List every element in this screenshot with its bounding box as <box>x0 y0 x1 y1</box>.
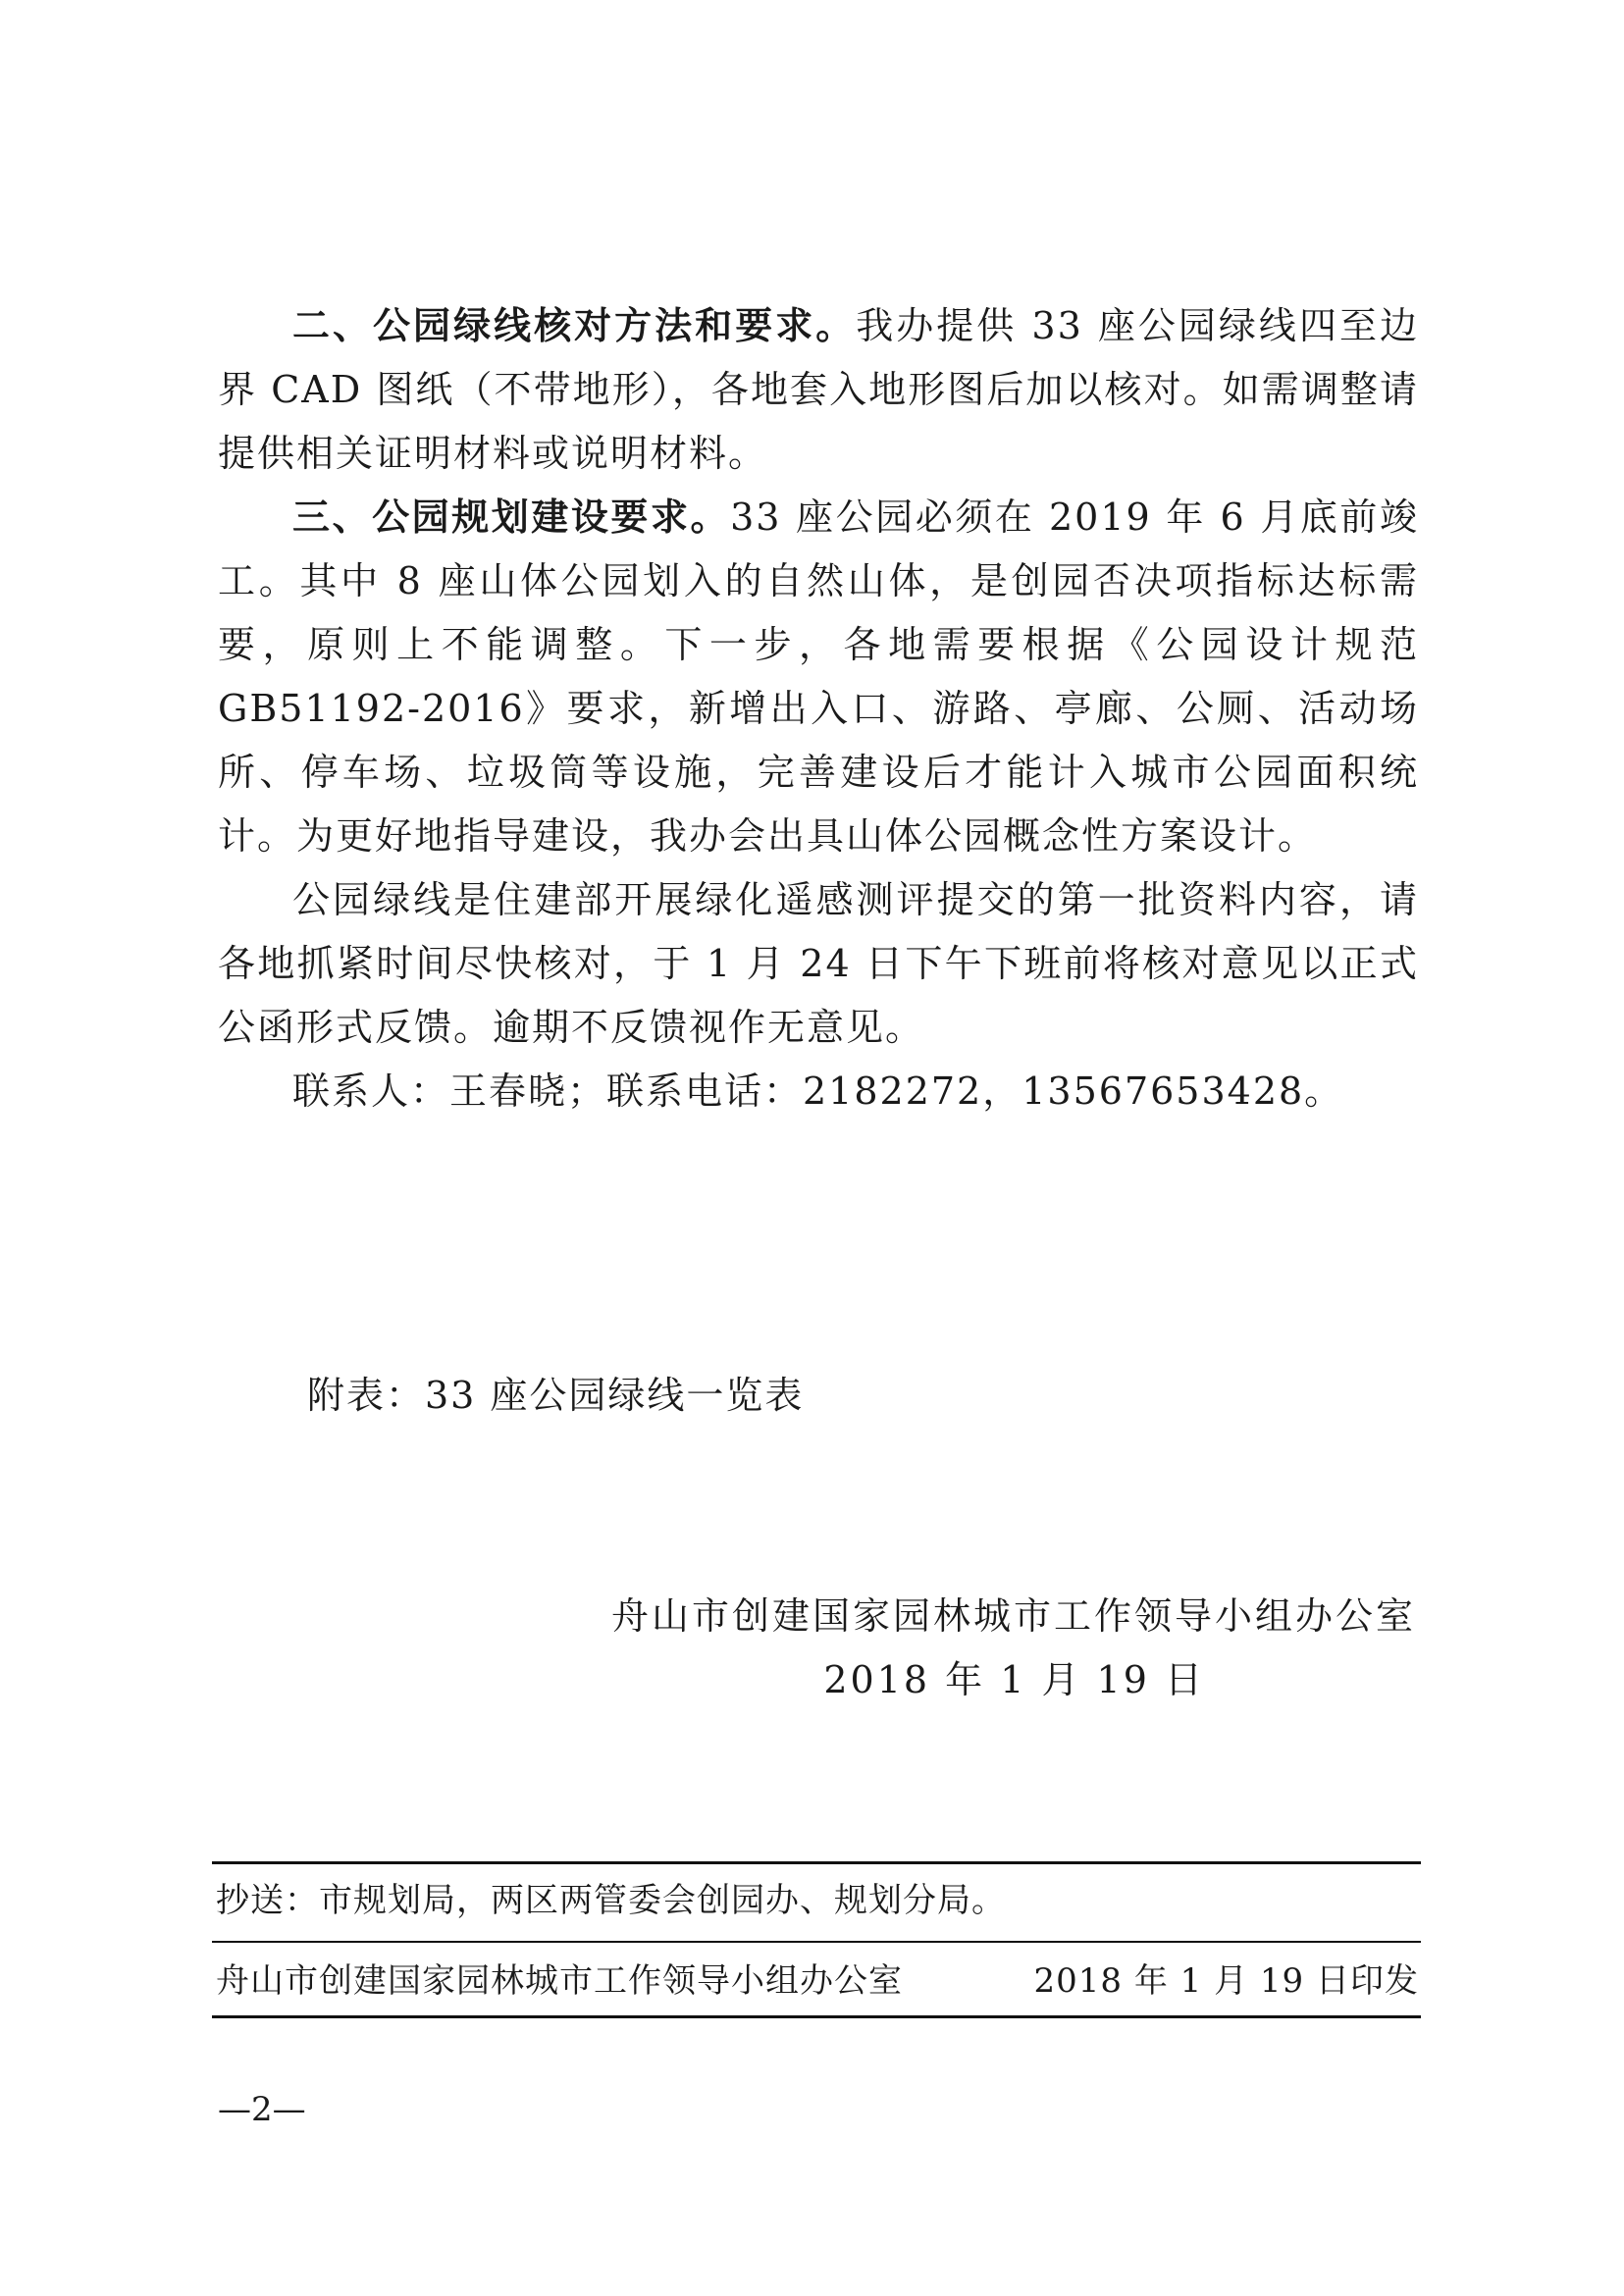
section-paragraph <box>218 486 1419 868</box>
closing-paragraph: 公园绿线是住建部开展绿化遥感测评提交的第一批资料内容，请各地抓紧时间尽快核对，于 1 月 24 日下午下班前将核对意见以正式公函形式反馈。逾期不反馈视作无意见。 <box>218 878 1419 1049</box>
section-paragraph <box>218 294 1419 486</box>
issue-line <box>216 1957 1419 2006</box>
section-heading: 三、公园规划建设要求。 <box>292 496 731 539</box>
footer-top-rule <box>212 1861 1421 1864</box>
signature-date: 2018 年 1 月 19 日 <box>823 1658 1205 1701</box>
contact-info: 联系人：王春晓；联系电话：2182272，13567653428。 <box>292 1070 1344 1113</box>
issuer-name: 舟山市创建国家园林城市工作领导小组办公室 <box>216 1961 903 2001</box>
signature-block <box>611 1585 1416 1712</box>
section-text: 我办提供 33 座公园绿线四至边界 CAD 图纸（不带地形），各地套入地形图后加以核对。如需调整请提供相关证明材料或说明材料。 <box>218 304 1419 475</box>
signature-organization: 舟山市创建国家园林城市工作领导小组办公室 <box>610 1594 1416 1638</box>
footer-middle-rule <box>212 1941 1421 1943</box>
document-body <box>218 294 1419 1123</box>
page-number: —2— <box>218 2090 306 2129</box>
footer-bottom-rule <box>212 2015 1421 2018</box>
section-heading: 二、公园绿线核对方法和要求。 <box>292 304 857 347</box>
issue-date: 2018 年 1 月 19 日印发 <box>1033 1961 1419 2001</box>
section-text: 33 座公园必须在 2019 年 6 月底前竣工。其中 8 座山体公园划入的自然山体，是创园否决项指标达标需要，原则上不能调整。下一步，各地需要根据《公园设计规范 GB51192-2016》要求，新增出入口、游路、亭廊、公厕、活动场所、停车场、垃圾筒等设施，完善建设后才能计入城市公园面积统计。为更好地指导建设，我办会出具山体公园概念性方案设计。 <box>218 496 1419 858</box>
attachment-note: 附表：33 座公园绿线一览表 <box>307 1374 805 1417</box>
cc-line: 抄送：市规划局，两区两管委会创园办、规划分局。 <box>216 1881 1006 1920</box>
